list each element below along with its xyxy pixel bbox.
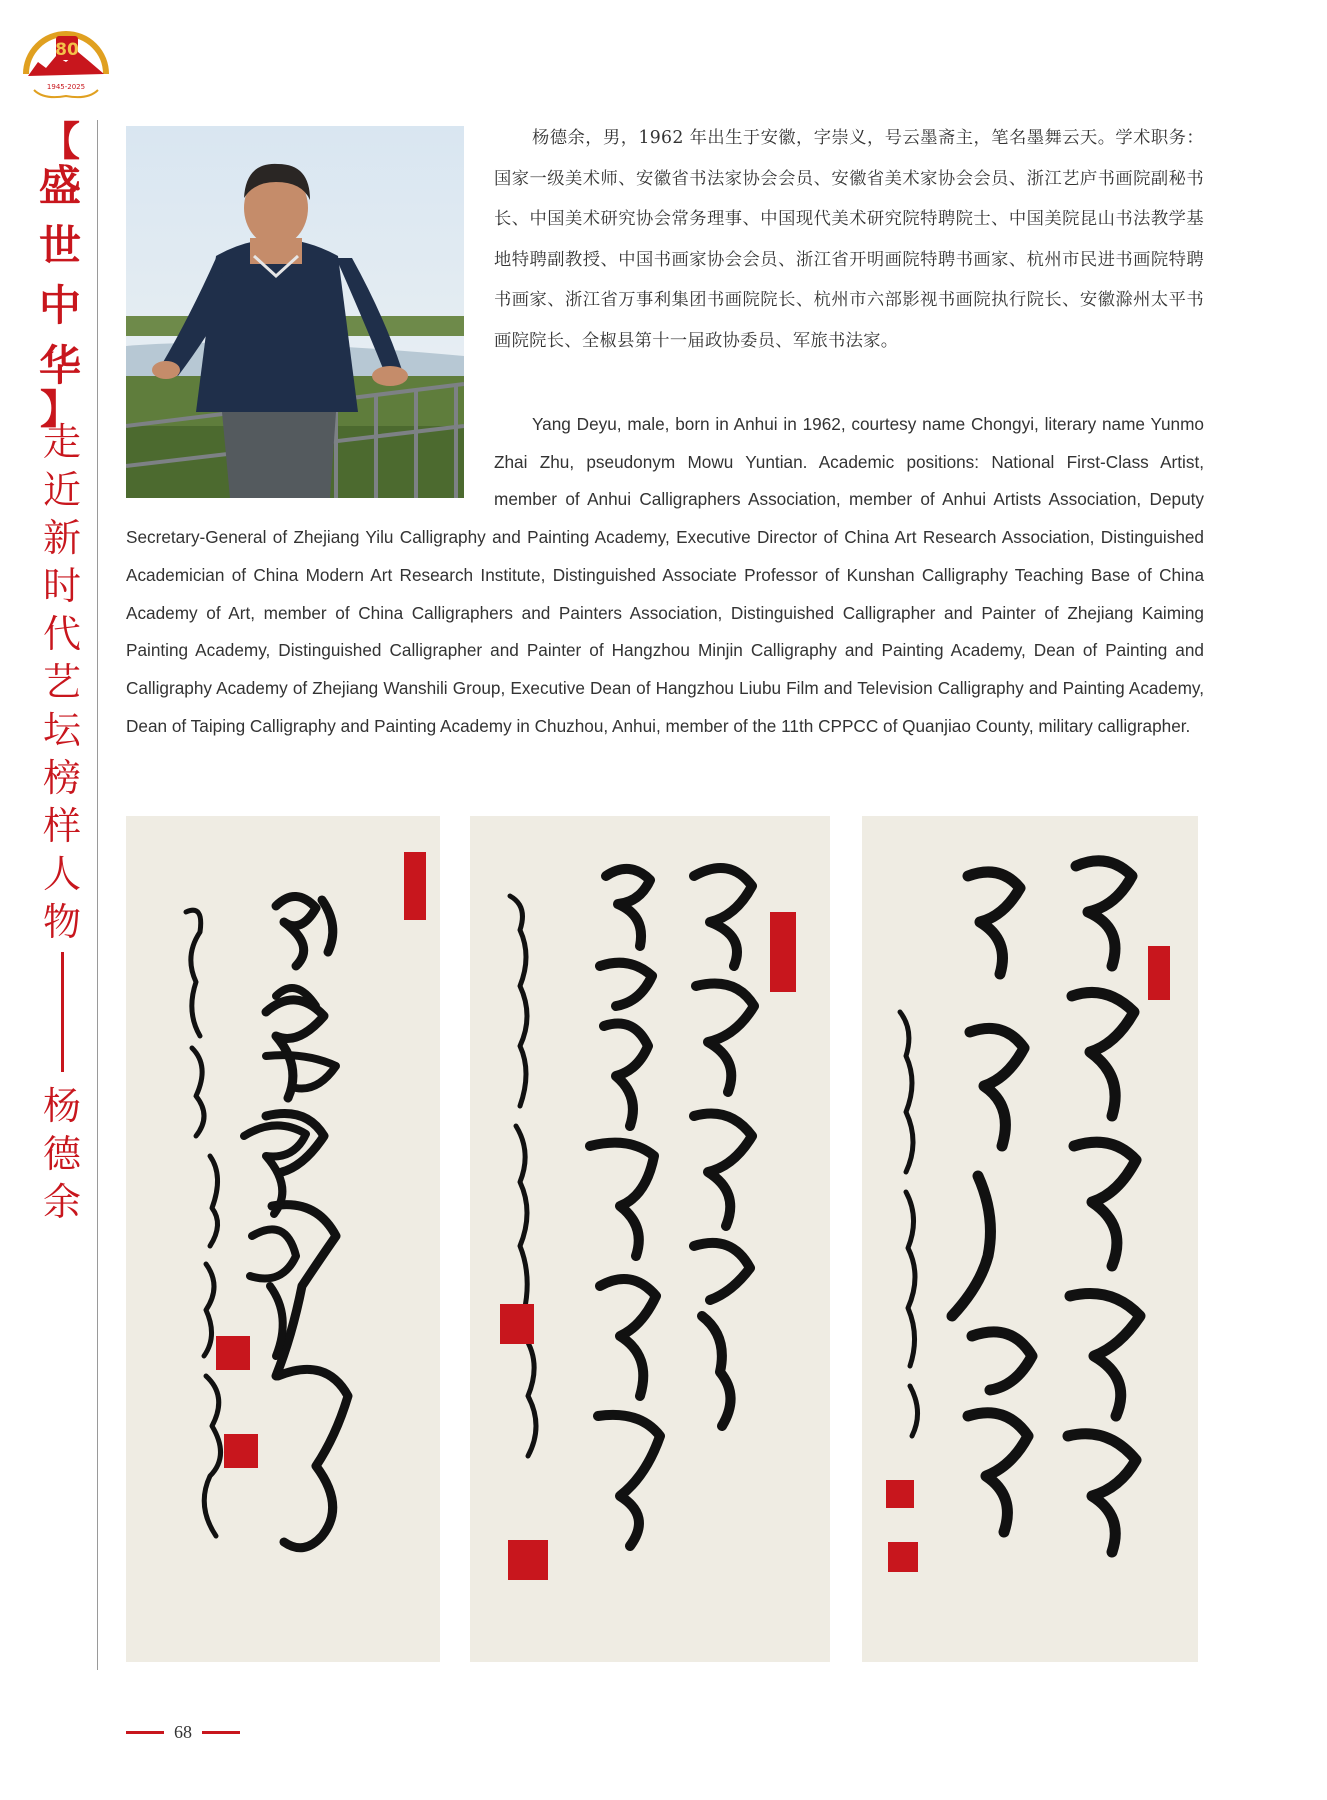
logo-years: 1945-2025: [46, 83, 86, 91]
anniversary-logo: [20, 22, 112, 102]
feature-title-char-7: 坛: [42, 708, 81, 752]
column-title-char-2: 世: [38, 221, 81, 270]
footer-rule-right: [202, 1731, 240, 1734]
footer-rule-left: [126, 1731, 164, 1734]
bio-english: Yang Deyu, male, born in Anhui in 1962, courtesy name Chongyi, literary name Yunmo Zhai Zhu, pseudonym Mowu Yuntian. Academic positions: National First-Class Artist, member of Anhui Calligraphers Association, member of Anhui Artists Association, Deputy Secretary-General of Zhejiang Yilu Calligraphy and Painting Academy, Executive Director of China Art Research Association, Distinguished Academician of China Modern Art Research Institute, Distinguished Associate Professor of Kunshan Calligraphy Teaching Base of China Academy of Art, member of China Calligraphers and Painters Association, Distinguished Calligrapher and Painter of Zhejiang Kaiming Painting Academy, Distinguished Calligrapher and Painter of Hangzhou Minjin Calligraphy and Painting Academy, Dean of Painting and Calligraphy Academy of Zhejiang Wanshili Group, Executive Dean of Hangzhou Liubu Film and Television Calligraphy and Painting Academy, Dean of Taiping Calligraphy and Painting Academy in Chuzhou, Anhui, member of the 11th CPPCC of Quanjiao County, military calligrapher.: [126, 414, 1204, 736]
feature-title-char-3: 新: [42, 516, 81, 560]
feature-title-char-8: 榜: [42, 756, 81, 800]
feature-title-char-11: 物: [42, 900, 81, 944]
person-name: [36, 1082, 88, 1226]
person-name-char-2: 德: [42, 1132, 81, 1176]
feature-title-text: [36, 418, 88, 946]
feature-title-char-10: 人: [42, 852, 81, 896]
feature-title: [36, 418, 88, 1226]
column-title: 【 盛 世 中 华 】: [34, 128, 86, 424]
vertical-divider: [97, 120, 98, 1670]
feature-title-char-2: 近: [42, 468, 81, 512]
logo-number: 80: [55, 40, 79, 60]
calligraphy-panel-1: [126, 816, 440, 1662]
title-dash: [61, 952, 64, 1072]
calligraphy-panel-3: [862, 816, 1198, 1662]
feature-title-char-9: 样: [42, 804, 81, 848]
page-number: 68: [174, 1721, 192, 1742]
calligraphy-panel-2: [470, 816, 830, 1662]
feature-title-char-1: 走: [42, 420, 81, 464]
feature-title-char-6: 艺: [42, 660, 81, 704]
column-title-char-1: 盛: [38, 161, 81, 210]
feature-title-char-5: 代: [42, 612, 81, 656]
person-name-char-1: 杨: [42, 1084, 81, 1128]
bio-english-block: [126, 406, 1204, 745]
bio-chinese: 杨德余，男，1962 年出生于安徽，字崇义，号云墨斋主，笔名墨舞云天。学术职务：国家一级美术师、安徽省书法家协会会员、安徽省美术家协会会员、浙江艺庐书画院副秘书长、中国美术研究协会常务理事、中国现代美术研究院特聘院士、中国美院昆山书法教学基地特聘副教授、中国书画家协会会员、浙江省开明画院特聘书画家、杭州市民进书画院特聘书画家、浙江省万事利集团书画院院长、杭州市六部影视书画院执行院长、安徽滁州太平书画院院长、全椒县第十一届政协委员、军旅书法家。: [494, 128, 1204, 351]
feature-title-char-4: 时: [42, 564, 81, 608]
column-title-char-3: 中: [38, 281, 81, 330]
person-name-char-3: 余: [42, 1180, 81, 1224]
page-footer: [126, 1720, 240, 1744]
column-title-char-4: 华: [38, 341, 81, 390]
